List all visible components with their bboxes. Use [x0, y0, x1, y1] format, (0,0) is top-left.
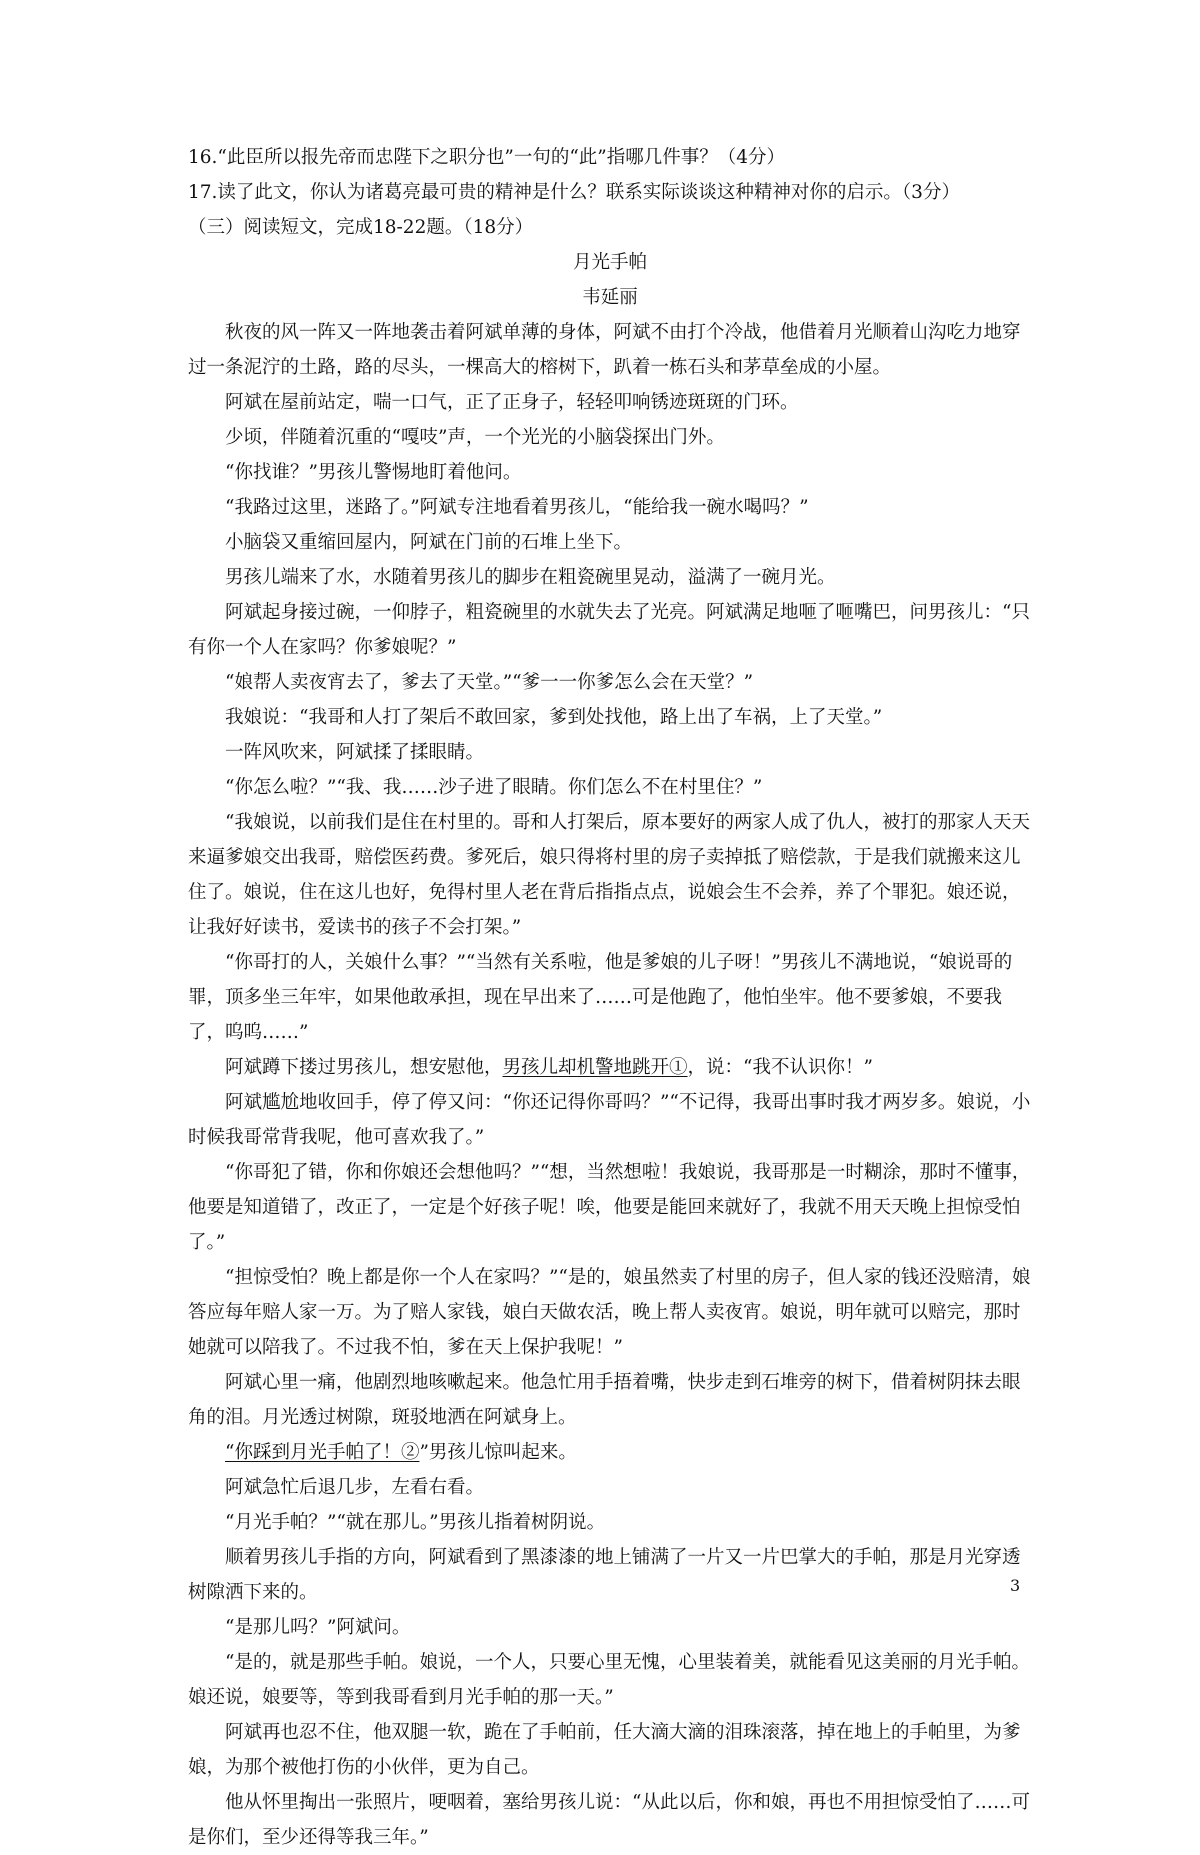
paragraph: “是那儿吗？”阿斌问。 — [225, 1617, 411, 1638]
paragraph: 少顷，伴随着沉重的“嘎吱”声，一个光光的小脑袋探出门外。 — [225, 427, 725, 448]
paragraph: “你哥犯了错，你和你娘还会想他吗？”“想，当然想啦！我娘说，我哥那是一时糊涂，那时不懂事，他要是知道错了，改正了，一定是个好孩子呢！唉，他要是能回来就好了，我就不用天天晚上担惊受怕了。” — [188, 1162, 1031, 1253]
paragraph: 阿斌再也忍不住，他双腿一软，跪在了手帕前，任大滴大滴的泪珠滚落，掉在地上的手帕里，为爹娘，为那个被他打伤的小伙伴，更为自己。 — [188, 1722, 1021, 1778]
paragraph — [188, 1435, 1032, 1470]
paragraph-text: ”男孩儿惊叫起来。 — [419, 1442, 577, 1463]
paragraph: 顺着男孩儿手指的方向，阿斌看到了黑漆漆的地上铺满了一片又一片巴掌大的手帕，那是月光穿透树隙洒下来的。 — [188, 1547, 1021, 1603]
paragraph: 男孩儿端来了水，水随着男孩儿的脚步在粗瓷碗里晃动，溢满了一碗月光。 — [225, 567, 836, 588]
paragraph: 小脑袋又重缩回屋内，阿斌在门前的石堆上坐下。 — [225, 532, 633, 553]
question-17: 17.读了此文，你认为诸葛亮最可贵的精神是什么？联系实际谈谈这种精神对你的启示。（3分） — [188, 182, 960, 203]
paragraph — [188, 1050, 1032, 1085]
paragraph: 阿斌心里一痛，他剧烈地咳嗽起来。他急忙用手捂着嘴，快步走到石堆旁的树下，借着树阴抹去眼角的泪。月光透过树隙，斑驳地洒在阿斌身上。 — [188, 1372, 1021, 1428]
paragraph-text: ，说：“我不认识你！” — [687, 1057, 873, 1078]
section-3-heading: （三）阅读短文，完成18-22题。（18分） — [188, 217, 534, 238]
paragraph: “我路过这里，迷路了。”阿斌专注地看着男孩儿，“能给我一碗水喝吗？” — [225, 497, 809, 518]
question-16: 16.“此臣所以报先帝而忠陛下之职分也”一句的“此”指哪几件事？（4分） — [188, 147, 786, 168]
paragraph: 阿斌急忙后退几步，左看右看。 — [225, 1477, 485, 1498]
paragraph: “娘帮人卖夜宵去了，爹去了天堂。”“爹一一你爹怎么会在天堂？” — [225, 672, 754, 693]
paragraph: 秋夜的风一阵又一阵地袭击着阿斌单薄的身体，阿斌不由打个冷战，他借着月光顺着山沟吃力地穿过一条泥泞的土路，路的尽头，一棵高大的榕树下，趴着一栋石头和茅草垒成的小屋。 — [188, 322, 1021, 378]
paragraph: 一阵风吹来，阿斌揉了揉眼睛。 — [225, 742, 485, 763]
underlined-sentence-1: 男孩儿却机警地跳开① — [502, 1057, 688, 1078]
paragraph-text: 阿斌蹲下搂过男孩儿，想安慰他， — [225, 1057, 503, 1078]
paragraph: “你哥打的人，关娘什么事？”“当然有关系啦，他是爹娘的儿子呀！”男孩儿不满地说，“娘说哥的罪，顶多坐三年牢，如果他敢承担，现在早出来了……可是他跑了，他怕坐牢。他不要爹娘，不要我了，呜呜……” — [188, 952, 1013, 1043]
paragraph: 阿斌在屋前站定，喘一口气，正了正身子，轻轻叩响锈迹斑斑的门环。 — [225, 392, 799, 413]
paragraph: “月光手帕？”“就在那儿。”男孩儿指着树阴说。 — [225, 1512, 606, 1533]
page-content — [188, 140, 1032, 1855]
paragraph: “你找谁？”男孩儿警惕地盯着他问。 — [225, 462, 522, 483]
paragraph: “是的，就是那些手帕。娘说，一个人，只要心里无愧，心里装着美，就能看见这美丽的月光手帕。娘还说，娘要等，等到我哥看到月光手帕的那一天。” — [188, 1652, 1030, 1708]
paragraph: 阿斌起身接过碗，一仰脖子，粗瓷碗里的水就失去了光亮。阿斌满足地咂了咂嘴巴，问男孩儿：“只有你一个人在家吗？你爹娘呢？” — [188, 602, 1030, 658]
paragraph: “你怎么啦？”“我、我……沙子进了眼睛。你们怎么不在村里住？” — [225, 777, 763, 798]
story-author: 韦延丽 — [582, 287, 638, 308]
paragraph: 我娘说：“我哥和人打了架后不敢回家，爹到处找他，路上出了车祸，上了天堂。” — [225, 707, 883, 728]
underlined-sentence-2: “你踩到月光手帕了！② — [225, 1442, 420, 1463]
paragraph: “我娘说，以前我们是住在村里的。哥和人打架后，原本要好的两家人成了仇人，被打的那家人天天来逼爹娘交出我哥，赔偿医药费。爹死后，娘只得将村里的房子卖掉抵了赔偿款，于是我们就搬来这儿住了。娘说，住在这儿也好，免得村里人老在背后指指点点，说娘会生不会养，养了个罪犯。娘还说，让我好好读书，爱读书的孩子不会打架。” — [188, 812, 1030, 938]
paragraph: 他从怀里掏出一张照片，哽咽着，塞给男孩儿说：“从此以后，你和娘，再也不用担惊受怕了……可是你们，至少还得等我三年。” — [188, 1792, 1030, 1848]
paragraph: “担惊受怕？晚上都是你一个人在家吗？”“是的，娘虽然卖了村里的房子，但人家的钱还没赔清，娘答应每年赔人家一万。为了赔人家钱，娘白天做农活，晚上帮人卖夜宵。娘说，明年就可以赔完，那时她就可以陪我了。不过我不怕，爹在天上保护我呢！” — [188, 1267, 1031, 1358]
story-title: 月光手帕 — [572, 252, 647, 273]
page-number: 3 — [1010, 1576, 1021, 1595]
paragraph: 阿斌尴尬地收回手，停了停又问：“你还记得你哥吗？”“不记得，我哥出事时我才两岁多。娘说，小时候我哥常背我呢，他可喜欢我了。” — [188, 1092, 1031, 1148]
